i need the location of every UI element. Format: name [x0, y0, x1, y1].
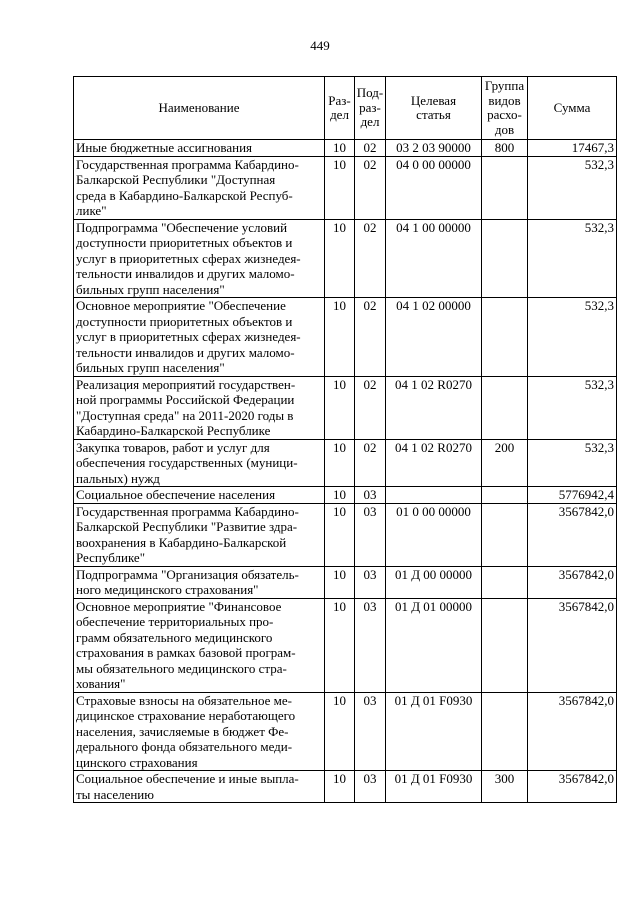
cell-sum: 532,3: [528, 219, 617, 298]
cell-subsection: 03: [355, 503, 386, 566]
table-body: [74, 140, 617, 803]
table-row: [74, 376, 617, 439]
cell-section: 10: [325, 439, 355, 487]
table-row: [74, 439, 617, 487]
header-sum: Сумма: [528, 77, 617, 140]
cell-article: 04 1 02 R0270: [386, 439, 482, 487]
cell-name: Основное мероприятие "Обеспечение доступности приоритетных объектов и услуг в приоритетных сферах жизнедея- тельности инвалидов и других маломо- бильных групп населения": [74, 298, 325, 377]
cell-name: Подпрограмма "Организация обязатель- ного медицинского страхования": [74, 566, 325, 598]
cell-section: 10: [325, 487, 355, 504]
budget-table: [73, 76, 617, 803]
cell-article: 04 1 02 00000: [386, 298, 482, 377]
cell-article: 01 Д 01 00000: [386, 598, 482, 692]
cell-name: Страховые взносы на обязательное ме- дицинское страхование неработающего населения, зачисляемые в бюджет Фе- дерального фонда обязательного меди- цинского страхования: [74, 692, 325, 771]
cell-subsection: 02: [355, 298, 386, 377]
table-row: [74, 771, 617, 803]
cell-group: 300: [482, 771, 528, 803]
table-row: [74, 566, 617, 598]
cell-section: 10: [325, 140, 355, 157]
cell-sum: 3567842,0: [528, 598, 617, 692]
cell-name: Государственная программа Кабардино- Балкарской Республики "Доступная среда в Кабардино-Балкарской Респуб- лике": [74, 156, 325, 219]
cell-name: Закупка товаров, работ и услуг для обеспечения государственных (муници- пальных) нужд: [74, 439, 325, 487]
cell-sum: 5776942,4: [528, 487, 617, 504]
cell-group: [482, 487, 528, 504]
cell-sum: 532,3: [528, 439, 617, 487]
header-article-text: Целевая статья: [410, 92, 457, 122]
table-row: [74, 692, 617, 771]
cell-sum: 532,3: [528, 298, 617, 377]
table-row: [74, 503, 617, 566]
header-name: Наименование: [74, 77, 325, 140]
table-row: [74, 140, 617, 157]
cell-subsection: 02: [355, 219, 386, 298]
header-section: [325, 77, 355, 140]
cell-sum: 3567842,0: [528, 771, 617, 803]
cell-group: [482, 219, 528, 298]
cell-name: Государственная программа Кабардино- Балкарской Республики "Развитие здра- воохранения в Кабардино-Балкарской Республике": [74, 503, 325, 566]
cell-name: Иные бюджетные ассигнования: [74, 140, 325, 157]
cell-section: 10: [325, 376, 355, 439]
header-subsection-text: Под- раз- дел: [356, 85, 384, 130]
header-group-text: Группа видов расхо- дов: [484, 78, 525, 137]
cell-section: 10: [325, 566, 355, 598]
cell-subsection: 03: [355, 566, 386, 598]
cell-group: [482, 156, 528, 219]
cell-group: [482, 376, 528, 439]
cell-subsection: 02: [355, 376, 386, 439]
cell-name: Подпрограмма "Обеспечение условий доступности приоритетных объектов и услуг в приоритетных сферах жизнедея- тельности инвалидов и других маломо- бильных групп населения": [74, 219, 325, 298]
table-row: [74, 219, 617, 298]
table-row: [74, 598, 617, 692]
cell-group: 800: [482, 140, 528, 157]
cell-sum: 532,3: [528, 376, 617, 439]
cell-sum: 3567842,0: [528, 503, 617, 566]
cell-article: 01 Д 01 F0930: [386, 771, 482, 803]
cell-name: Социальное обеспечение населения: [74, 487, 325, 504]
header-subsection: [355, 77, 386, 140]
cell-subsection: 03: [355, 771, 386, 803]
cell-name: Основное мероприятие "Финансовое обеспечение территориальных про- грамм обязательного медицинского страхования в рамках базовой програм- мы обязательного медицинского стра- хования": [74, 598, 325, 692]
cell-article: 03 2 03 90000: [386, 140, 482, 157]
cell-article: 04 0 00 00000: [386, 156, 482, 219]
page-number: 449: [310, 38, 330, 53]
cell-group: [482, 298, 528, 377]
cell-article: 04 1 00 00000: [386, 219, 482, 298]
cell-group: [482, 503, 528, 566]
cell-sum: 17467,3: [528, 140, 617, 157]
cell-section: 10: [325, 156, 355, 219]
cell-subsection: 03: [355, 598, 386, 692]
table-row: [74, 487, 617, 504]
table-row: [74, 156, 617, 219]
header-section-text: Раз- дел: [328, 92, 351, 122]
cell-article: 04 1 02 R0270: [386, 376, 482, 439]
cell-article: [386, 487, 482, 504]
cell-subsection: 02: [355, 439, 386, 487]
cell-section: 10: [325, 771, 355, 803]
header-article: [386, 77, 482, 140]
cell-name: Реализация мероприятий государствен- ной программы Российской Федерации "Доступная среда" на 2011-2020 годы в Кабардино-Балкарской Республике: [74, 376, 325, 439]
cell-subsection: 02: [355, 140, 386, 157]
cell-group: [482, 692, 528, 771]
cell-subsection: 03: [355, 692, 386, 771]
cell-group: [482, 566, 528, 598]
cell-section: 10: [325, 503, 355, 566]
cell-group: 200: [482, 439, 528, 487]
cell-section: 10: [325, 598, 355, 692]
cell-subsection: 02: [355, 156, 386, 219]
table-row: [74, 298, 617, 377]
table-header-row: [74, 77, 617, 140]
cell-article: 01 Д 01 F0930: [386, 692, 482, 771]
header-group: [482, 77, 528, 140]
cell-article: 01 Д 00 00000: [386, 566, 482, 598]
cell-name: Социальное обеспечение и иные выпла- ты населению: [74, 771, 325, 803]
cell-section: 10: [325, 692, 355, 771]
cell-subsection: 03: [355, 487, 386, 504]
cell-sum: 532,3: [528, 156, 617, 219]
cell-article: 01 0 00 00000: [386, 503, 482, 566]
cell-group: [482, 598, 528, 692]
cell-sum: 3567842,0: [528, 566, 617, 598]
cell-sum: 3567842,0: [528, 692, 617, 771]
cell-section: 10: [325, 298, 355, 377]
cell-section: 10: [325, 219, 355, 298]
